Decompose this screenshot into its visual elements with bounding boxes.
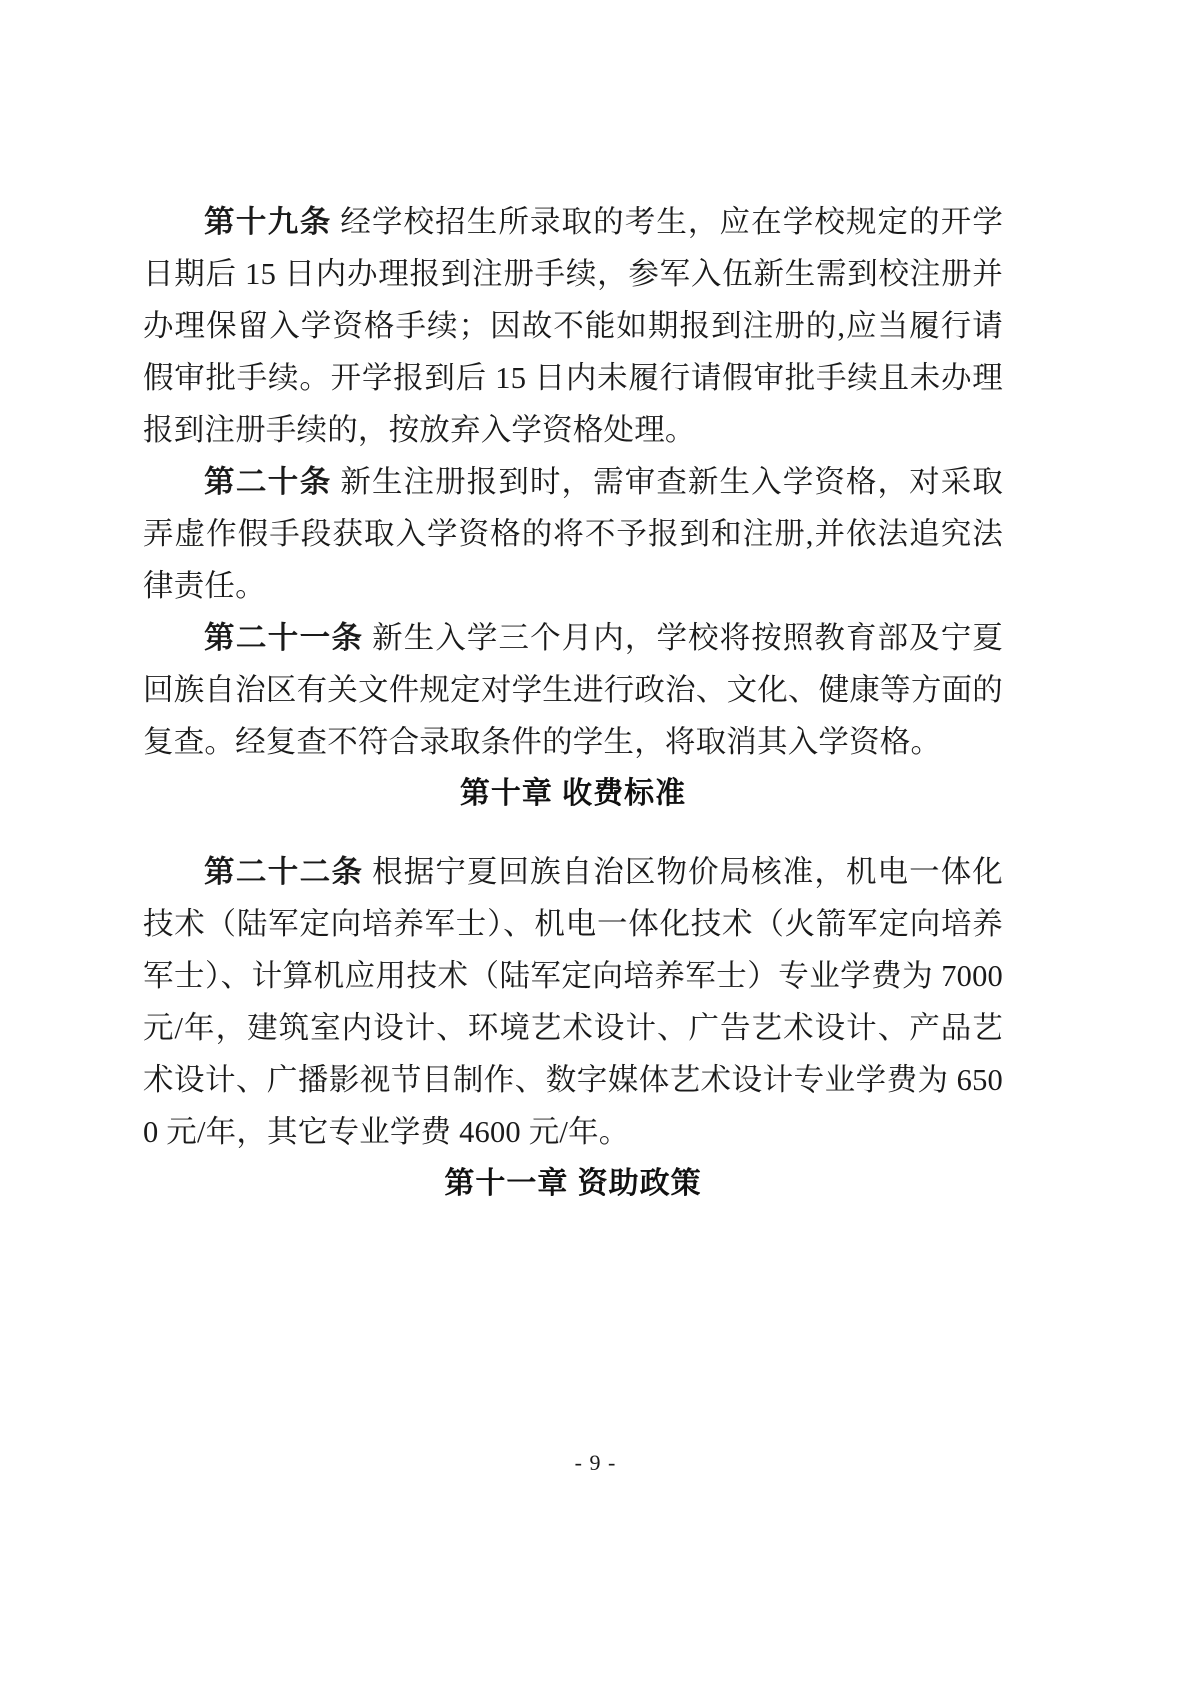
- article-label-21: 第二十一条: [204, 621, 364, 655]
- chapter-heading-11: 第十一章 资助政策: [444, 1167, 702, 1200]
- article-label-19: 第十九条: [204, 205, 332, 239]
- article-paragraph-20: [143, 456, 1003, 612]
- article-text-22: 根据宁夏回族自治区物价局核准，机电一体化技术（陆军定向培养军士）、机电一体化技术（火箭军定向培养军士）、计算机应用技术（陆军定向培养军士）专业学费为 7000 元/年，建筑室内设计、环境艺术设计、广告艺术设计、产品艺术设计、广播影视节目制作、数字媒体艺术设计专业学费为 6500 元/年，其它专业学费 4600 元/年。: [143, 855, 1004, 1149]
- article-text-20: 新生注册报到时，需审查新生入学资格，对采取弄虚作假手段获取入学资格的将不予报到和注册,并依法追究法律责任。: [143, 465, 1004, 603]
- page-content: [143, 196, 1003, 1210]
- article-text-19: 经学校招生所录取的考生，应在学校规定的开学日期后 15 日内办理报到注册手续，参军入伍新生需到校注册并办理保留入学资格手续；因故不能如期报到注册的,应当履行请假审批手续。开学报到后 15 日内未履行请假审批手续且未办理报到注册手续的，按放弃入学资格处理。: [143, 205, 1004, 447]
- page-number: - 9 -: [574, 1450, 617, 1475]
- article-paragraph-21: [143, 612, 1003, 768]
- article-paragraph-22: [143, 846, 1003, 1158]
- article-label-20: 第二十条: [204, 465, 332, 499]
- article-text-21: 新生入学三个月内，学校将按照教育部及宁夏回族自治区有关文件规定对学生进行政治、文化、健康等方面的复查。经复查不符合录取条件的学生，将取消其入学资格。: [143, 621, 1004, 759]
- chapter-heading-10: 第十章 收费标准: [459, 777, 687, 810]
- article-paragraph-19: [143, 196, 1003, 456]
- article-label-22: 第二十二条: [204, 855, 364, 889]
